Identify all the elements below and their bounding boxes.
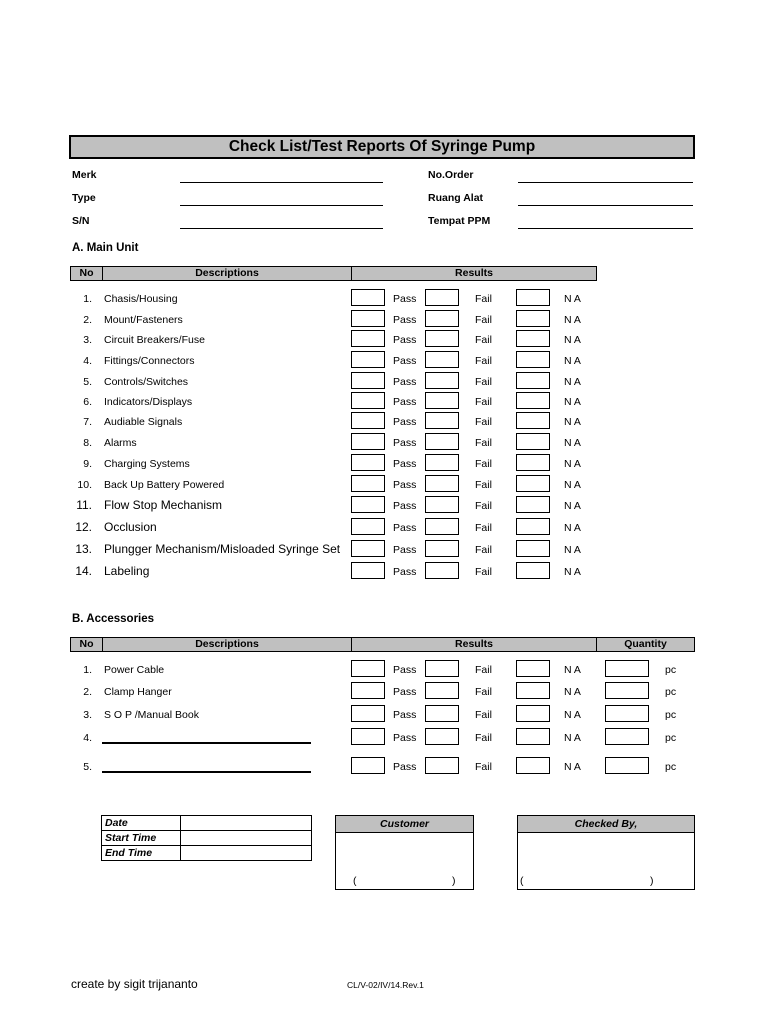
pass-label: Pass xyxy=(393,566,417,578)
na-label: N A xyxy=(564,416,581,428)
row-number: 1. xyxy=(83,293,92,305)
fail-checkbox[interactable] xyxy=(425,310,459,327)
fail-label: Fail xyxy=(475,761,492,773)
checked-by-signature-box[interactable] xyxy=(517,815,695,890)
row-description: Occlusion xyxy=(104,520,157,534)
fail-label: Fail xyxy=(475,355,492,367)
fail-checkbox[interactable] xyxy=(425,540,459,557)
sn-label: S/N xyxy=(72,215,90,227)
customer-header: Customer xyxy=(336,816,473,833)
pass-label: Pass xyxy=(393,293,417,305)
pass-label: Pass xyxy=(393,686,417,698)
na-checkbox[interactable] xyxy=(516,682,550,699)
na-checkbox[interactable] xyxy=(516,728,550,745)
row-description: Labeling xyxy=(104,564,150,578)
fail-checkbox[interactable] xyxy=(425,496,459,513)
fail-label: Fail xyxy=(475,522,492,534)
tempat-ppm-label: Tempat PPM xyxy=(428,215,491,227)
description-line-field[interactable] xyxy=(102,742,311,744)
fail-label: Fail xyxy=(475,686,492,698)
fail-label: Fail xyxy=(475,544,492,556)
ruang-alat-label: Ruang Alat xyxy=(428,192,484,204)
fail-checkbox[interactable] xyxy=(425,412,459,429)
pass-checkbox[interactable] xyxy=(351,757,385,774)
type-label: Type xyxy=(72,192,96,204)
merk-field[interactable] xyxy=(180,182,383,183)
quantity-field[interactable] xyxy=(605,728,649,745)
quantity-field[interactable] xyxy=(605,757,649,774)
table-row xyxy=(0,682,768,702)
date-field[interactable] xyxy=(180,816,312,830)
table-row xyxy=(0,433,768,453)
fail-checkbox[interactable] xyxy=(425,660,459,677)
pass-label: Pass xyxy=(393,761,417,773)
na-checkbox[interactable] xyxy=(516,289,550,306)
pass-checkbox[interactable] xyxy=(351,728,385,745)
fail-checkbox[interactable] xyxy=(425,454,459,471)
section-a-heading: A. Main Unit xyxy=(72,242,139,254)
na-checkbox[interactable] xyxy=(516,540,550,557)
row-description: Alarms xyxy=(104,437,137,449)
na-label: N A xyxy=(564,709,581,721)
quantity-field[interactable] xyxy=(605,660,649,677)
row-description: Plungger Mechanism/Misloaded Syringe Set xyxy=(104,542,341,556)
fail-checkbox[interactable] xyxy=(425,562,459,579)
col-results: Results xyxy=(455,267,493,279)
row-description: Indicators/Displays xyxy=(104,396,193,408)
pass-label: Pass xyxy=(393,314,417,326)
table-row xyxy=(0,351,768,371)
row-description: Controls/Switches xyxy=(104,376,189,388)
end-time-field[interactable] xyxy=(180,846,312,860)
tempat-ppm-field[interactable] xyxy=(518,228,693,229)
table-row xyxy=(0,310,768,330)
row-description: Fittings/Connectors xyxy=(104,355,195,367)
row-number: 7. xyxy=(83,416,92,428)
row-number: 12. xyxy=(75,520,92,534)
fail-label: Fail xyxy=(475,314,492,326)
table-row xyxy=(0,660,768,680)
pass-label: Pass xyxy=(393,500,417,512)
description-line-field[interactable] xyxy=(102,771,311,773)
row-number: 10. xyxy=(77,479,92,491)
fail-label: Fail xyxy=(475,376,492,388)
table-row xyxy=(0,705,768,725)
fail-label: Fail xyxy=(475,396,492,408)
fail-checkbox[interactable] xyxy=(425,518,459,535)
na-checkbox[interactable] xyxy=(516,660,550,677)
row-description: Back Up Battery Powered xyxy=(104,479,225,491)
open-paren: ( xyxy=(520,875,524,887)
row-description: Charging Systems xyxy=(104,458,190,470)
table-row xyxy=(0,289,768,309)
date-time-table xyxy=(101,815,312,861)
pass-checkbox[interactable] xyxy=(351,454,385,471)
row-description: Circuit Breakers/Fuse xyxy=(104,334,205,346)
unit-label: pc xyxy=(665,664,677,676)
pass-checkbox[interactable] xyxy=(351,705,385,722)
pass-checkbox[interactable] xyxy=(351,330,385,347)
fail-label: Fail xyxy=(475,334,492,346)
section-b-heading: B. Accessories xyxy=(72,613,155,625)
unit-label: pc xyxy=(665,686,677,698)
pass-label: Pass xyxy=(393,396,417,408)
date-label: Date xyxy=(105,817,128,829)
na-label: N A xyxy=(564,314,581,326)
row-description: Audiable Signals xyxy=(104,416,183,428)
row-number: 9. xyxy=(83,458,92,470)
pass-label: Pass xyxy=(393,479,417,491)
open-paren: ( xyxy=(353,875,357,887)
na-label: N A xyxy=(564,522,581,534)
pass-label: Pass xyxy=(393,458,417,470)
col-results: Results xyxy=(352,638,597,651)
fail-checkbox[interactable] xyxy=(425,392,459,409)
pass-label: Pass xyxy=(393,664,417,676)
fail-label: Fail xyxy=(475,293,492,305)
row-number: 4. xyxy=(83,355,92,367)
footer-doc-code: CL/V-02/IV/14.Rev.1 xyxy=(347,980,424,990)
merk-label: Merk xyxy=(72,169,97,181)
row-number: 8. xyxy=(83,437,92,449)
fail-label: Fail xyxy=(475,479,492,491)
table-row xyxy=(0,330,768,350)
pass-label: Pass xyxy=(393,437,417,449)
type-field[interactable] xyxy=(180,205,383,206)
row-description: S O P /Manual Book xyxy=(104,709,199,721)
table-row xyxy=(0,496,768,516)
row-description: Flow Stop Mechanism xyxy=(104,498,223,512)
na-checkbox[interactable] xyxy=(516,310,550,327)
na-checkbox[interactable] xyxy=(516,496,550,513)
no-order-label: No.Order xyxy=(428,169,474,181)
na-checkbox[interactable] xyxy=(516,454,550,471)
pass-checkbox[interactable] xyxy=(351,310,385,327)
na-label: N A xyxy=(564,437,581,449)
row-description: Mount/Fasteners xyxy=(104,314,183,326)
pass-label: Pass xyxy=(393,355,417,367)
row-description: Clamp Hanger xyxy=(104,686,172,698)
row-number: 14. xyxy=(75,564,92,578)
row-number: 1. xyxy=(83,664,92,676)
table-row xyxy=(0,392,768,412)
fail-label: Fail xyxy=(475,566,492,578)
customer-signature-box[interactable] xyxy=(335,815,474,890)
pass-checkbox[interactable] xyxy=(351,412,385,429)
section-a-header xyxy=(70,266,597,281)
na-label: N A xyxy=(564,566,581,578)
row-number: 2. xyxy=(83,686,92,698)
table-row xyxy=(0,728,768,748)
pass-label: Pass xyxy=(393,522,417,534)
na-checkbox[interactable] xyxy=(516,433,550,450)
row-number: 11. xyxy=(76,498,92,512)
row-number: 4. xyxy=(83,732,92,744)
pass-label: Pass xyxy=(393,334,417,346)
quantity-field[interactable] xyxy=(605,682,649,699)
na-label: N A xyxy=(564,732,581,744)
start-time-label: Start Time xyxy=(105,832,157,844)
pass-label: Pass xyxy=(393,732,417,744)
pass-checkbox[interactable] xyxy=(351,392,385,409)
pass-checkbox[interactable] xyxy=(351,372,385,389)
fail-checkbox[interactable] xyxy=(425,682,459,699)
row-number: 3. xyxy=(83,709,92,721)
na-checkbox[interactable] xyxy=(516,412,550,429)
fail-label: Fail xyxy=(475,500,492,512)
section-b-header xyxy=(70,637,695,652)
na-checkbox[interactable] xyxy=(516,372,550,389)
table-row xyxy=(0,757,768,777)
sn-field[interactable] xyxy=(180,228,383,229)
table-row xyxy=(0,562,768,582)
pass-checkbox[interactable] xyxy=(351,682,385,699)
col-descriptions: Descriptions xyxy=(103,267,352,280)
na-label: N A xyxy=(564,458,581,470)
na-checkbox[interactable] xyxy=(516,351,550,368)
pass-label: Pass xyxy=(393,709,417,721)
quantity-field[interactable] xyxy=(605,705,649,722)
close-paren: ) xyxy=(650,875,654,887)
table-row xyxy=(0,518,768,538)
unit-label: pc xyxy=(665,732,677,744)
row-number: 13. xyxy=(75,542,92,556)
pass-label: Pass xyxy=(393,416,417,428)
unit-label: pc xyxy=(665,709,677,721)
na-label: N A xyxy=(564,664,581,676)
row-number: 5. xyxy=(83,376,92,388)
pass-checkbox[interactable] xyxy=(351,289,385,306)
table-row xyxy=(0,454,768,474)
fail-label: Fail xyxy=(475,732,492,744)
close-paren: ) xyxy=(452,875,456,887)
fail-label: Fail xyxy=(475,709,492,721)
pass-checkbox[interactable] xyxy=(351,433,385,450)
na-checkbox[interactable] xyxy=(516,475,550,492)
end-time-label: End Time xyxy=(105,847,153,859)
row-number: 2. xyxy=(83,314,92,326)
table-row xyxy=(0,412,768,432)
fail-checkbox[interactable] xyxy=(425,289,459,306)
no-order-field[interactable] xyxy=(518,182,693,183)
ruang-alat-field[interactable] xyxy=(518,205,693,206)
na-label: N A xyxy=(564,334,581,346)
col-descriptions: Descriptions xyxy=(103,638,352,651)
unit-label: pc xyxy=(665,761,677,773)
col-no: No xyxy=(71,638,103,651)
fail-checkbox[interactable] xyxy=(425,433,459,450)
fail-checkbox[interactable] xyxy=(425,705,459,722)
na-label: N A xyxy=(564,686,581,698)
na-label: N A xyxy=(564,500,581,512)
col-no: No xyxy=(71,267,103,280)
na-checkbox[interactable] xyxy=(516,518,550,535)
na-label: N A xyxy=(564,293,581,305)
na-checkbox[interactable] xyxy=(516,757,550,774)
fail-label: Fail xyxy=(475,458,492,470)
pass-checkbox[interactable] xyxy=(351,475,385,492)
row-description: Chasis/Housing xyxy=(104,293,178,305)
table-row xyxy=(0,475,768,495)
na-label: N A xyxy=(564,544,581,556)
fail-checkbox[interactable] xyxy=(425,475,459,492)
pass-checkbox[interactable] xyxy=(351,562,385,579)
na-checkbox[interactable] xyxy=(516,562,550,579)
na-checkbox[interactable] xyxy=(516,392,550,409)
row-description: Power Cable xyxy=(104,664,165,676)
table-row xyxy=(0,372,768,392)
row-number: 3. xyxy=(83,334,92,346)
na-checkbox[interactable] xyxy=(516,705,550,722)
pass-checkbox[interactable] xyxy=(351,351,385,368)
pass-checkbox[interactable] xyxy=(351,518,385,535)
fail-checkbox[interactable] xyxy=(425,351,459,368)
row-number: 5. xyxy=(83,761,92,773)
fail-checkbox[interactable] xyxy=(425,330,459,347)
fail-label: Fail xyxy=(475,416,492,428)
col-quantity: Quantity xyxy=(624,638,667,650)
pass-checkbox[interactable] xyxy=(351,660,385,677)
table-row xyxy=(0,540,768,560)
fail-checkbox[interactable] xyxy=(425,372,459,389)
pass-checkbox[interactable] xyxy=(351,540,385,557)
pass-checkbox[interactable] xyxy=(351,496,385,513)
page-title: Check List/Test Reports Of Syringe Pump xyxy=(69,135,695,159)
row-number: 6. xyxy=(83,396,92,408)
fail-label: Fail xyxy=(475,437,492,449)
na-label: N A xyxy=(564,396,581,408)
start-time-field[interactable] xyxy=(180,831,312,845)
na-label: N A xyxy=(564,376,581,388)
fail-checkbox[interactable] xyxy=(425,728,459,745)
na-label: N A xyxy=(564,355,581,367)
na-label: N A xyxy=(564,761,581,773)
fail-checkbox[interactable] xyxy=(425,757,459,774)
pass-label: Pass xyxy=(393,544,417,556)
footer-author: create by sigit trijananto xyxy=(71,977,198,991)
pass-label: Pass xyxy=(393,376,417,388)
na-label: N A xyxy=(564,479,581,491)
fail-label: Fail xyxy=(475,664,492,676)
na-checkbox[interactable] xyxy=(516,330,550,347)
checked-by-header: Checked By, xyxy=(518,816,694,833)
